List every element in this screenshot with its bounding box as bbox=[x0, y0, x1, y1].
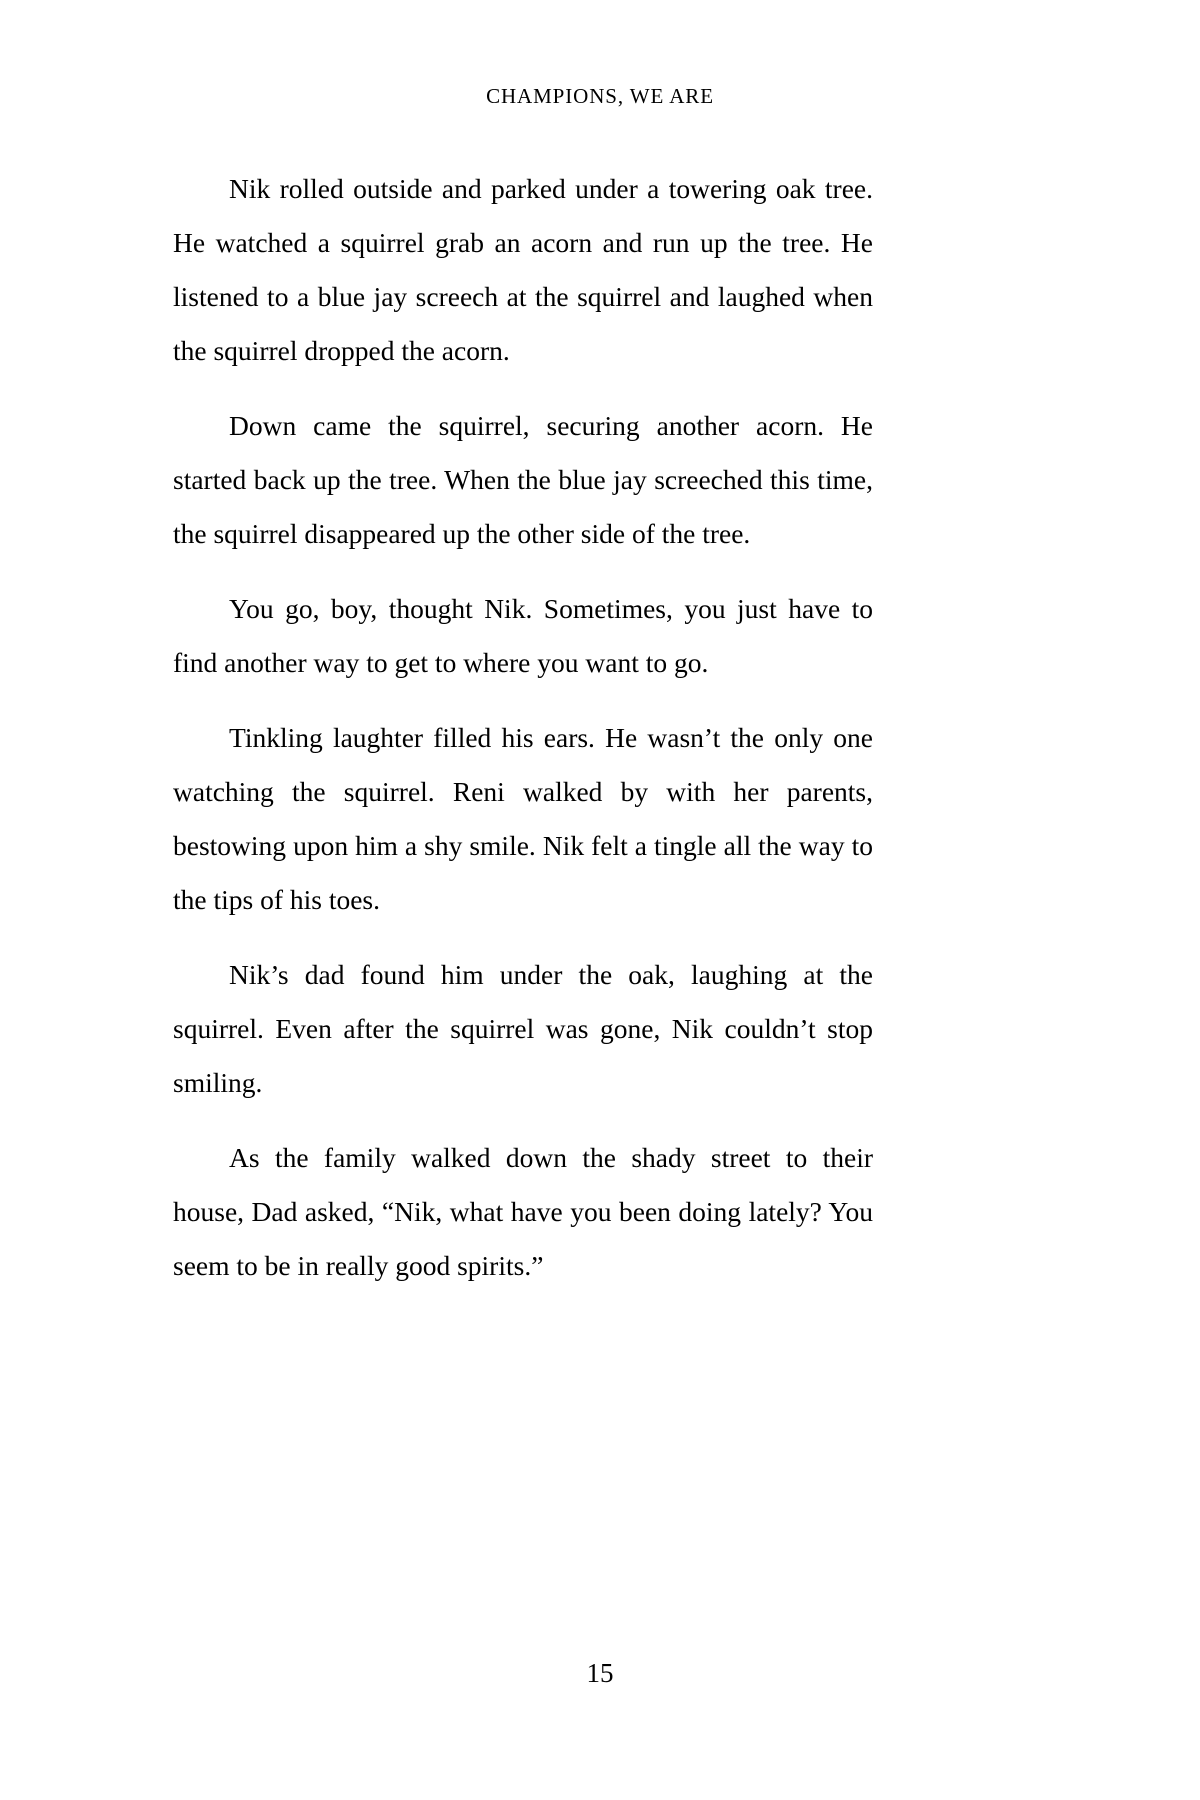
body-text-block bbox=[173, 162, 873, 1293]
running-head: CHAMPIONS, WE ARE bbox=[486, 84, 714, 108]
page-number: 15 bbox=[586, 1658, 614, 1688]
paragraph: As the family walked down the shady street to their house, Dad asked, “Nik, what have you been doing lately? You seem to be in really good spirits.” bbox=[173, 1142, 873, 1281]
paragraph: Down came the squirrel, securing another acorn. He started back up the tree. When the blue jay screeched this time, the squirrel disappeared up the other side of the tree. bbox=[173, 410, 873, 549]
paragraph: Nik’s dad found him under the oak, laughing at the squirrel. Even after the squirrel was gone, Nik couldn’t stop smiling. bbox=[173, 959, 873, 1098]
paragraph: You go, boy, thought Nik. Sometimes, you just have to find another way to get to where you want to go. bbox=[173, 593, 873, 678]
paragraph: Tinkling laughter filled his ears. He wasn’t the only one watching the squirrel. Reni walked by with her parents, bestowing upon him a shy smile. Nik felt a tingle all the way to the tips of his toes. bbox=[173, 722, 873, 915]
paragraph: Nik rolled outside and parked under a towering oak tree. He watched a squirrel grab an acorn and run up the tree. He listened to a blue jay screech at the squirrel and laughed when the squirrel dropped the acorn. bbox=[173, 173, 873, 366]
